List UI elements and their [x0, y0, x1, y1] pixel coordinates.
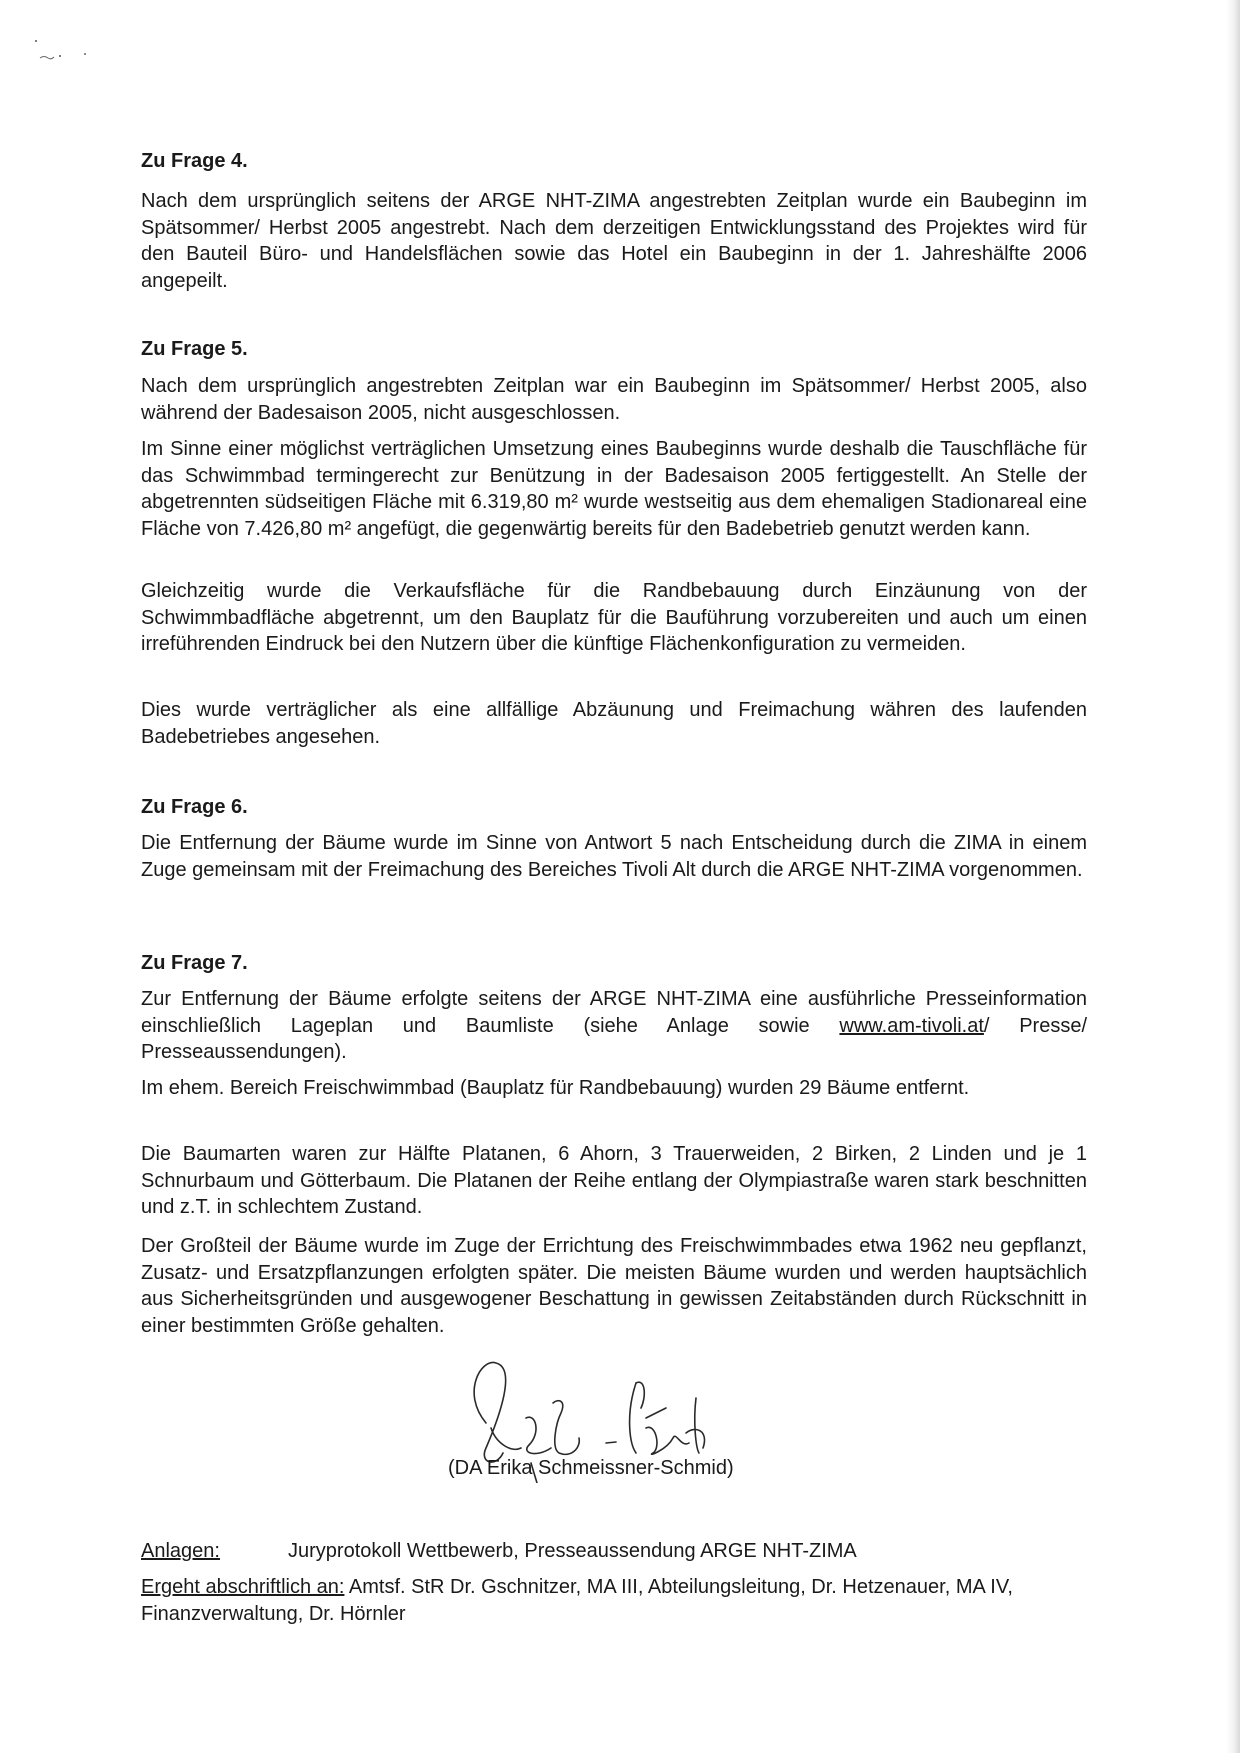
answer-5-paragraph-2: Im Sinne einer möglichst verträglichen Umsetzung eines Baubeginns wurde deshalb die Tauschfläche für das Schwimmbad termingerecht zur Benützung in der Badesaison 2005 fertiggestellt. An Stelle der abgetrennten südseitigen Fläche mit 6.319,80 m² wurde westseitig aus dem ehemaligen Stadionareal eine Fläche von 7.426,80 m² angefügt, die gegenwärtig bereits für den Badebetrieb genutzt werden kann. [141, 438, 1087, 540]
enclosures-line [141, 1538, 1087, 1564]
answer-7-paragraph-3: Die Baumarten waren zur Hälfte Platanen, 6 Ahorn, 3 Trauerweiden, 2 Birken, 2 Linden und je 1 Schnurbaum und Götterbaum. Die Platanen der Reihe entlang der Olympiastraße waren stark beschnitten und z.T. in schlechtem Zustand. [141, 1143, 1087, 1218]
enclosures-text: Juryprotokoll Wettbewerb, Presseaussendung ARGE NHT-ZIMA [288, 1540, 857, 1562]
scan-speck-mark [30, 38, 90, 68]
heading-question-5: Zu Frage 5. [141, 338, 248, 360]
answer-7-text-after-link: / Presse/ Presseaussendungen). [141, 1014, 1087, 1063]
copies-distribution [141, 1574, 1087, 1627]
answer-6-paragraph: Die Entfernung der Bäume wurde im Sinne von Antwort 5 nach Entscheidung durch die ZIMA in einem Zuge gemeinsam mit der Freimachung des Bereiches Tivoli Alt durch die ARGE NHT-ZIMA vorgenommen. [141, 832, 1087, 881]
press-website-link[interactable]: www.am-tivoli.at [839, 1014, 984, 1037]
answer-7-paragraph-1 [141, 986, 1087, 1066]
scan-edge-shadow [1226, 0, 1240, 1753]
heading-question-7: Zu Frage 7. [141, 952, 248, 974]
signer-name: (DA Erika Schmeissner-Schmid) [448, 1457, 734, 1479]
answer-7-paragraph-4: Der Großteil der Bäume wurde im Zuge der Errichtung des Freischwimmbades etwa 1962 neu gepflanzt, Zusatz- und Ersatzpflanzungen erfolgten später. Die meisten Bäume wurden und werden hauptsächlich aus Sicherheitsgründen und ausgewogener Beschattung in gewissen Zeitabständen durch Rückschnitt in einer bestimmten Größe gehalten. [141, 1235, 1087, 1337]
answer-5-paragraph-4: Dies wurde verträglicher als eine allfällige Abzäunung und Freimachung währen des laufenden Badebetriebes angesehen. [141, 699, 1087, 748]
copies-label: Ergeht abschriftlich an: [141, 1576, 345, 1598]
answer-7-text-before-link: Zur Entfernung der Bäume erfolgte seitens der ARGE NHT-ZIMA eine ausführliche Presseinformation einschließlich Lageplan und Baumliste (siehe Anlage sowie [141, 988, 1087, 1037]
heading-question-6: Zu Frage 6. [141, 796, 248, 818]
answer-5-paragraph-1: Nach dem ursprünglich angestrebten Zeitplan war ein Baubeginn im Spätsommer/ Herbst 2005, also während der Badesaison 2005, nicht ausgeschlossen. [141, 375, 1087, 424]
answer-5-paragraph-3: Gleichzeitig wurde die Verkaufsfläche für die Randbebauung durch Einzäunung von der Schwimmbadfläche abgetrennt, um den Bauplatz für die Bauführung vorzubereiten und auch um einen irreführenden Eindruck bei den Nutzern über die künftige Flächenkonfiguration zu vermeiden. [141, 580, 1087, 655]
heading-question-4: Zu Frage 4. [141, 150, 248, 172]
copies-text: Amtsf. StR Dr. Gschnitzer, MA III, Abteilungsleitung, Dr. Hetzenauer, MA IV, Finanzverwaltung, Dr. Hörnler [141, 1576, 1013, 1625]
answer-7-paragraph-2: Im ehem. Bereich Freischwimmbad (Bauplatz für Randbebauung) wurden 29 Bäume entfernt. [141, 1077, 970, 1099]
enclosures-label: Anlagen: [141, 1540, 220, 1562]
answer-4-paragraph: Nach dem ursprünglich seitens der ARGE NHT-ZIMA angestrebten Zeitplan wurde ein Baubeginn im Spätsommer/ Herbst 2005 angestrebt. Nach dem derzeitigen Entwicklungsstand des Projektes wird für den Bauteil Büro- und Handelsflächen sowie das Hotel ein Baubeginn in der 1. Jahreshälfte 2006 angepeilt. [141, 190, 1087, 292]
